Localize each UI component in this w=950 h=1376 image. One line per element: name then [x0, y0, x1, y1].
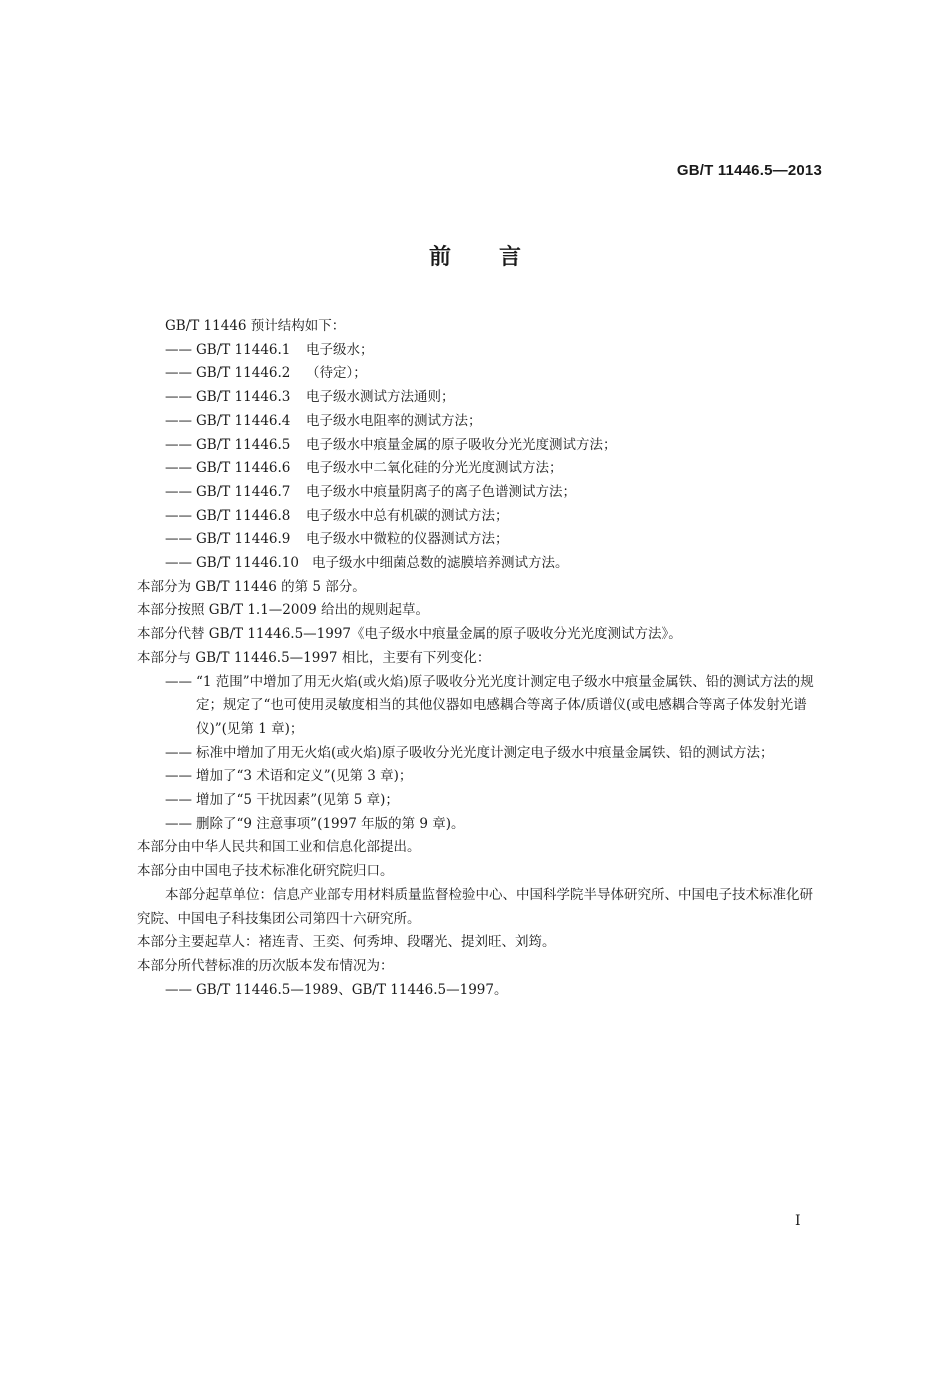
list-item: —— 增加了“5 干扰因素”(见第 5 章)；	[165, 792, 399, 809]
paragraph-changes-intro: 本部分与 GB/T 11446.5—1997 相比，主要有下列变化：	[137, 649, 491, 666]
list-item: —— GB/T 11446.6 电子级水中二氧化硅的分光光度测试方法；	[165, 460, 563, 477]
list-item: —— 标准中增加了用无火焰(或火焰)原子吸收分光光度计测定电子级水中痕量金属铁、铅的测试方法；	[165, 744, 774, 761]
paragraph-proposed: 本部分由中华人民共和国工业和信息化部提出。	[137, 839, 421, 856]
paragraph-part: 本部分为 GB/T 11446 的第 5 部分。	[137, 578, 366, 595]
standard-number: GB/T 11446.5—2013	[676, 162, 822, 179]
paragraph-rules: 本部分按照 GB/T 1.1—2009 给出的规则起草。	[137, 602, 429, 619]
intro-paragraph: GB/T 11446 预计结构如下：	[165, 318, 346, 334]
list-item: —— GB/T 11446.9 电子级水中微粒的仪器测试方法；	[165, 531, 509, 548]
page-title: 前言	[428, 245, 569, 270]
changes-list	[137, 671, 822, 837]
paragraph-history: 本部分所代替标准的历次版本发布情况为：	[137, 957, 394, 974]
list-item: —— GB/T 11446.7 电子级水中痕量阴离子的离子色谱测试方法；	[165, 483, 576, 500]
paragraph-drafting-units: 本部分起草单位：信息产业部专用材料质量监督检验中心、中国科学院半导体研究所、中国电子技术标准化研究院、中国电子科技集团公司第四十六研究所。	[137, 886, 813, 927]
list-item: —— GB/T 11446.5 电子级水中痕量金属的原子吸收分光光度测试方法；	[165, 436, 617, 453]
foreword-body	[137, 315, 822, 1002]
paragraph-managed: 本部分由中国电子技术标准化研究院归口。	[137, 863, 394, 880]
list-item: —— GB/T 11446.8 电子级水中总有机碳的测试方法；	[165, 507, 509, 524]
list-item: —— GB/T 11446.1 电子级水；	[165, 341, 374, 358]
history-item: —— GB/T 11446.5—1989、GB/T 11446.5—1997。	[165, 981, 508, 998]
list-item: —— 增加了“3 术语和定义”(见第 3 章)；	[165, 768, 413, 785]
list-item: —— GB/T 11446.4 电子级水电阻率的测试方法；	[165, 412, 482, 429]
list-item: —— 删除了“9 注意事项”(1997 年版的第 9 章)。	[165, 815, 465, 832]
list-item: —— GB/T 11446.3 电子级水测试方法通则；	[165, 389, 455, 406]
list-item: —— GB/T 11446.2 （待定）；	[165, 365, 367, 382]
parts-list	[137, 339, 822, 576]
list-item: —— GB/T 11446.10 电子级水中细菌总数的滤膜培养测试方法。	[165, 555, 569, 572]
page-number: I	[795, 1213, 801, 1229]
paragraph-drafters: 本部分主要起草人：褚连青、王奕、何秀坤、段曙光、提刘旺、刘筠。	[137, 934, 556, 951]
paragraph-replaces: 本部分代替 GB/T 11446.5—1997《电子级水中痕量金属的原子吸收分光光度测试方法》。	[137, 626, 682, 643]
list-item: —— “1 范围”中增加了用无火焰(或火焰)原子吸收分光光度计测定电子级水中痕量金属铁、铅的测试方法的规定；规定了“也可使用灵敏度相当的其他仪器如电感耦合等离子体/质谱仪(或电感耦合等离子体发射光谱仪)”(见第 1 章)；	[165, 673, 814, 737]
